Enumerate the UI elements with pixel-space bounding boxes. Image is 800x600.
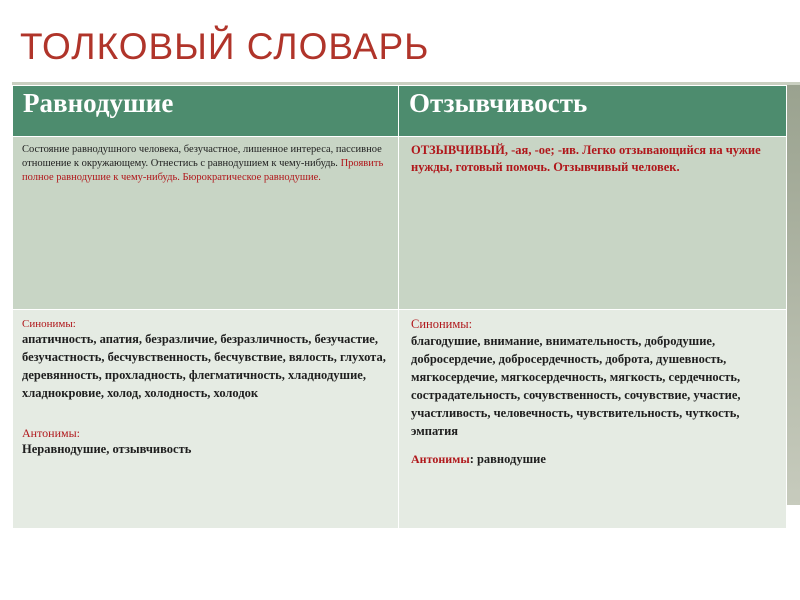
definition-main-right: , -ая, -ое; -ив. Легко отзывающийся на чужие нужды, готовый помочь. Отзывчивый человек. — [411, 143, 761, 174]
synonyms-cell-indifference — [13, 310, 399, 529]
synonyms-label-left: Синонимы: — [22, 318, 76, 330]
antonyms-list-left: Неравнодушие, отзывчивость — [22, 442, 192, 456]
synonyms-list-right: благодушие, внимание, внимательность, добродушие, добросердечие, добросердечность, доброта, душевность, мягкосердечие, мягкосердечность, мягкость, сердечность, сострадательность, сочувственность, сочувствие, участие, участливость, человечность, чувствительность, чуткость, эмпатия — [411, 334, 741, 438]
dictionary-table — [12, 85, 787, 529]
column-header-responsiveness: Отзывчивость — [399, 86, 787, 137]
definition-text-responsiveness — [411, 142, 778, 176]
synonyms-label-right: Синонимы: — [411, 317, 473, 331]
synonyms-row — [13, 310, 787, 529]
antonyms-block-right — [411, 450, 778, 468]
definition-cell-responsiveness — [399, 137, 787, 310]
antonyms-list-right: : равнодушие — [469, 452, 546, 466]
table-header-row — [13, 86, 787, 137]
slide-title: ТОЛКОВЫЙ СЛОВАРЬ — [20, 26, 430, 67]
table-edge-shadow — [786, 85, 800, 505]
definition-cell-indifference — [13, 137, 399, 310]
antonyms-block-left — [22, 424, 390, 457]
synonyms-list-left: апатичность, апатия, безразличие, безразличность, безучастие, безучастность, бесчувственность, бесчувствие, вялость, глухота, деревянность, прохладность, флегматичность, хладнодушие, хладнокровие, холод, холодность, холодок — [22, 332, 386, 400]
column-header-indifference: Равнодушие — [13, 86, 399, 137]
antonyms-label-right: Антонимы — [411, 452, 470, 466]
antonyms-label-left: Антонимы: — [22, 426, 81, 440]
synonyms-cell-responsiveness — [399, 310, 787, 529]
definition-example: Проявить полное равнодушие к чему-нибудь. Бюрократическое равнодушие. — [22, 158, 384, 183]
definition-row — [13, 137, 787, 310]
definition-text-indifference — [22, 143, 390, 185]
definition-main: Состояние равнодушного человека, безучастное, лишенное интереса, пассивное отношение к окружающему. Отнестись с равнодушием к чему-нибудь. — [22, 144, 382, 169]
headword: ОТЗЫВЧИВЫЙ — [411, 143, 505, 157]
